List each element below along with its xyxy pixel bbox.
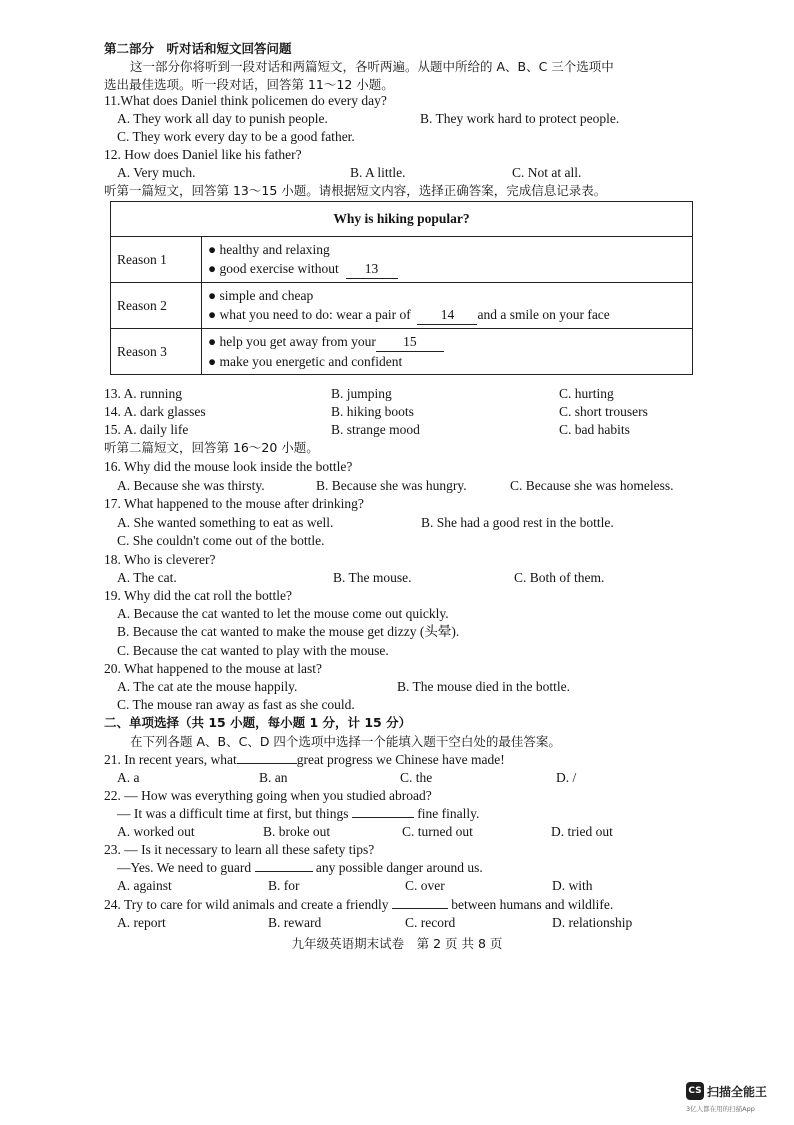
page-footer: 九年级英语期末试卷 第 2 页 共 8 页	[291, 936, 503, 951]
reason2-line1: ● simple and cheap	[208, 288, 314, 303]
q18-stem: 18. Who is cleverer?	[104, 552, 216, 567]
q24-blank	[392, 908, 448, 909]
scanner-watermark	[686, 1082, 767, 1100]
blank-15: 15	[376, 332, 444, 352]
q23-option-c: C. over	[405, 878, 445, 893]
section2-intro-cont: 选出最佳选项。听一段对话，回答第 11～12 小题。	[104, 77, 394, 92]
q14-option-b: B. hiking boots	[331, 404, 414, 419]
q16-stem: 16. Why did the mouse look inside the bottle?	[104, 459, 353, 474]
q22-option-d: D. tried out	[551, 824, 613, 839]
reason1-line1: ● healthy and relaxing	[208, 242, 330, 257]
q18-option-c: C. Both of them.	[514, 570, 605, 585]
reason1-label: Reason 1	[111, 237, 202, 283]
passage1-intro: 听第一篇短文，回答第 13～15 小题。请根据短文内容，选择正确答案，完成信息记录表。	[104, 183, 607, 198]
q12-option-a: A. Very much.	[117, 165, 196, 180]
q23-reply: —Yes. We need to guard any possible danger around us.	[117, 860, 483, 875]
reason3-line2: ● make you energetic and confident	[208, 354, 403, 369]
passage2-intro: 听第二篇短文，回答第 16～20 小题。	[104, 440, 319, 455]
q12-option-b: B. A little.	[350, 165, 406, 180]
q23-stem: 23. — Is it necessary to learn all these safety tips?	[104, 842, 375, 857]
scanner-app-name: 扫描全能王	[707, 1084, 768, 1099]
q23-option-a: A. against	[117, 878, 172, 893]
q16-option-c: C. Because she was homeless.	[510, 478, 674, 493]
reason2-line2: ● what you need to do: wear a pair of 14 and a smile on your face	[208, 305, 686, 325]
q14-option-c: C. short trousers	[559, 404, 648, 419]
q21-option-b: B. an	[259, 770, 288, 785]
q22-stem: 22. — How was everything going when you studied abroad?	[104, 788, 432, 803]
q20-option-a: A. The cat ate the mouse happily.	[117, 679, 298, 694]
q18-option-a: A. The cat.	[117, 570, 177, 585]
reason3-content	[202, 329, 693, 375]
q23-option-b: B. for	[268, 878, 300, 893]
table-title: Why is hiking popular?	[111, 202, 693, 237]
q11-option-c: C. They work every day to be a good father.	[117, 129, 355, 144]
q24-option-b: B. reward	[268, 915, 322, 930]
q18-option-b: B. The mouse.	[333, 570, 412, 585]
q14-option-a: 14. A. dark glasses	[104, 404, 206, 419]
q15-option-c: C. bad habits	[559, 422, 630, 437]
q24-option-a: A. report	[117, 915, 166, 930]
q11-option-a: A. They work all day to punish people.	[117, 111, 328, 126]
q20-option-c: C. The mouse ran away as fast as she could.	[117, 697, 355, 712]
q20-stem: 20. What happened to the mouse at last?	[104, 661, 322, 676]
q12-stem: 12. How does Daniel like his father?	[104, 147, 302, 162]
q19-option-c: C. Because the cat wanted to play with the mouse.	[117, 643, 389, 658]
scanner-slogan: 3亿人都在用的扫描App	[686, 1105, 755, 1113]
q19-option-a: A. Because the cat wanted to let the mouse come out quickly.	[117, 606, 449, 621]
q15-option-a: 15. A. daily life	[104, 422, 189, 437]
q22-option-c: C. turned out	[402, 824, 473, 839]
q23-blank	[255, 871, 313, 872]
mc-section-intro: 在下列各题 A、B、C、D 四个选项中选择一个能填入题干空白处的最佳答案。	[130, 734, 561, 749]
reason1-content	[202, 237, 693, 283]
q13-option-b: B. jumping	[331, 386, 392, 401]
q21-option-d: D. /	[556, 770, 577, 785]
q22-option-a: A. worked out	[117, 824, 195, 839]
reason3-line1: ● help you get away from your 15	[208, 332, 686, 352]
mc-section-heading: 二、单项选择（共 15 小题，每小题 1 分，计 15 分）	[104, 715, 412, 730]
q21-option-a: A. a	[117, 770, 140, 785]
reason1-line2: ● good exercise without 13	[208, 259, 686, 279]
q24-option-c: C. record	[405, 915, 456, 930]
q24-stem: 24. Try to care for wild animals and create a friendly between humans and wildlife.	[104, 897, 614, 912]
q24-option-d: D. relationship	[552, 915, 633, 930]
q20-option-b: B. The mouse died in the bottle.	[397, 679, 570, 694]
q19-stem: 19. Why did the cat roll the bottle?	[104, 588, 292, 603]
section2-intro: 这一部分你将听到一段对话和两篇短文，各听两遍。从题中所给的 A、B、C 三个选项中	[130, 59, 614, 74]
q11-stem: 11.What does Daniel think policemen do every day?	[104, 93, 387, 108]
q17-stem: 17. What happened to the mouse after drinking?	[104, 496, 364, 511]
q21-option-c: C. the	[400, 770, 433, 785]
q15-option-b: B. strange mood	[331, 422, 420, 437]
q13-option-a: 13. A. running	[104, 386, 183, 401]
q21-blank	[237, 763, 297, 764]
reason2-label: Reason 2	[111, 283, 202, 329]
q11-option-b: B. They work hard to protect people.	[420, 111, 620, 126]
reason3-label: Reason 3	[111, 329, 202, 375]
q21-stem: 21. In recent years, what great progress we Chinese have made!	[104, 752, 505, 767]
section2-heading: 第二部分 听对话和短文回答问题	[104, 41, 292, 56]
q22-reply: — It was a difficult time at first, but things fine finally.	[117, 806, 480, 821]
q12-option-c: C. Not at all.	[512, 165, 582, 180]
scanner-logo-icon: CS	[686, 1082, 704, 1100]
q17-option-b: B. She had a good rest in the bottle.	[421, 515, 614, 530]
q22-option-b: B. broke out	[263, 824, 331, 839]
q16-option-b: B. Because she was hungry.	[316, 478, 467, 493]
blank-14: 14	[417, 305, 477, 325]
q22-blank	[352, 817, 414, 818]
q23-option-d: D. with	[552, 878, 593, 893]
q13-option-c: C. hurting	[559, 386, 614, 401]
reason2-content	[202, 283, 693, 329]
blank-13: 13	[346, 259, 398, 279]
q16-option-a: A. Because she was thirsty.	[117, 478, 265, 493]
q17-option-a: A. She wanted something to eat as well.	[117, 515, 334, 530]
info-record-table	[110, 201, 693, 375]
q17-option-c: C. She couldn't come out of the bottle.	[117, 533, 325, 548]
q19-option-b: B. Because the cat wanted to make the mouse get dizzy (头晕).	[117, 624, 460, 639]
